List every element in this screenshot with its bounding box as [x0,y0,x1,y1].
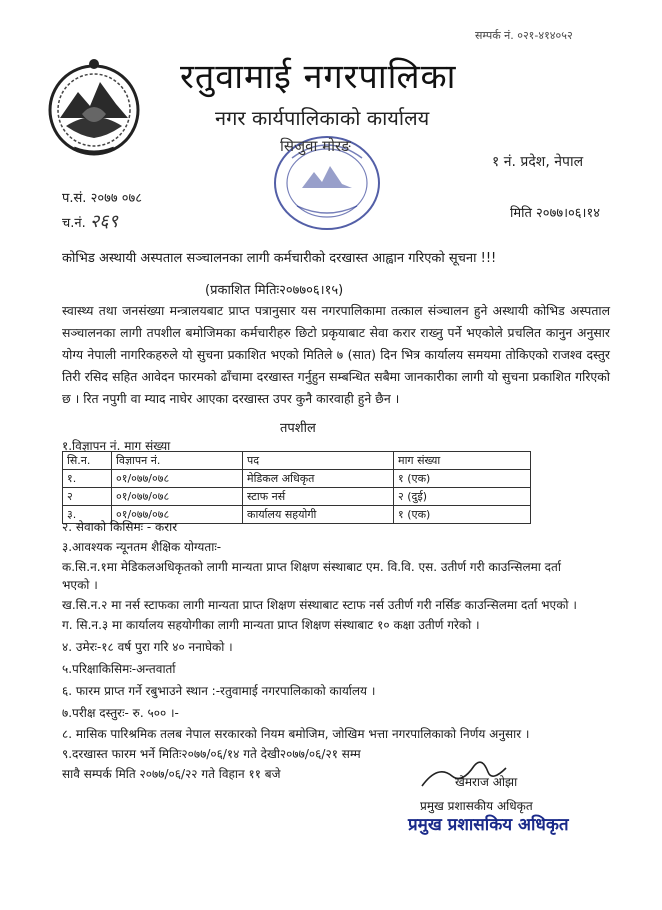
qualification-nurse: ख.सि.न.२ मा नर्स स्टाफका लागी मान्यता प्राप्त शिक्षण संस्थाबाट स्टाफ नर्स उतीर्ण गरी नर्सिङ काउन्सिलमा दर्ता भएको । [62,598,577,612]
table-cell: स्टाफ नर्स [243,488,394,506]
table-header: सि.न. [63,452,112,470]
monthly-salary: ८. मासिक पारिश्रमिक तलब नेपाल सरकारको नियम बमोजिम, जोखिम भत्ता नगरपालिकाको निर्णय अनुसार । [62,727,530,741]
table-cell: मेडिकल अधिकृत [243,470,394,488]
application-dates: ९.दरखास्त फारम भर्ने मितिः२०७७/०६/१४ गते देखी२०७७/०६/२१ सम्म [62,747,361,761]
table-header: विज्ञापन नं. [112,452,243,470]
reference-number: प.सं. २०७७ ०७८ [62,191,143,206]
officer-stamp: प्रमुख प्रशासकिय अधिकृत [408,815,569,835]
table-header-row [63,452,531,470]
province-label: १ नं. प्रदेश, नेपाल [492,154,584,170]
table-cell: ०१/०७७/०७८ [112,506,243,524]
ward-location: सिजुवा मोरङ [280,137,351,155]
municipality-title: रतुवामाई नगरपालिका [180,57,457,97]
notice-body: स्वास्थ्य तथा जनसंख्या मन्त्रालयबाट प्राप्त पत्रानुसार यस नगरपालिकामा तत्काल संञ्चालन हुने अस्थायी कोभिड अस्पताल सञ्चालनका लागी तपशील बमोजिमका कर्मचारीहरु छिटो प्रकृयाबाट सेवा करार राख्नु पर्ने भएकोले प्रचलित कानुन अनुसार योग्य नेपाली नागरिकहरुले यो सुचना प्रकाशित भएको मितिले ७ (सात) दिन भित्र कार्यालय समयमा तोकिएको राजश्व दस्तुर तिरी रसिद सहित आवेदन फारमको ढाँचामा दरखास्त गर्नुहुन सम्बन्धित सबैमा जानकारीका लागी यो सुचना प्रकाशित गरिएको छ । रित नपुगी वा म्याद नाघेर आएका दरखास्त उपर कुनै कारवाही हुने छैन । [62,303,610,406]
advertisement-label: १.विज्ञापन नं. माग संख्या [62,439,171,453]
table-cell: २ [63,488,112,506]
table-cell: ०१/०७७/०७८ [112,470,243,488]
published-date: (प्रकाशित मितिः२०७७०६।१५) [205,283,344,298]
dispatch-label: च.नं. [62,216,86,231]
nepal-emblem-icon [38,52,150,162]
dispatch-value: २६९ [89,211,118,232]
table-cell: २ (दुई) [394,488,531,506]
vacancy-table [62,451,531,524]
dispatch-number [62,209,118,233]
table-cell: १. [63,470,112,488]
exam-type: ५.परिक्षाकिसिमः-अन्तवार्ता [62,662,176,676]
age-requirement: ४. उमेरः-१८ वर्ष पुरा गरि ४० ननाघेको । [62,640,233,654]
table-cell: कार्यालय सहयोगी [243,506,394,524]
details-heading: तपशील [280,421,316,436]
qualification-medical-cont: भएको । [62,578,98,592]
qualification-heading: ३.आवश्यक न्यूनतम शैक्षिक योग्यताः- [62,540,222,554]
table-cell: १ (एक) [394,470,531,488]
form-location: ६. फारम प्राप्त गर्ने रबुभाउने स्थान :-रतुवामाई नगरपालिकाको कार्यालय । [62,684,376,698]
contact-number: सम्पर्क नं. ०२१-४१४०५२ [475,29,573,42]
table-row [63,470,531,488]
interview-date: सावै सम्पर्क मिति २०७७/०६/२२ गते विहान ११ बजे [62,767,281,781]
table-cell: ३. [63,506,112,524]
qualification-assistant: ग. सि.न.३ मा कार्यालय सहयोगीका लागी मान्यता प्राप्त शिक्षण संस्थाबाट १० कक्षा उतीर्ण गरेको । [62,618,480,632]
qualification-medical: क.सि.न.१मा मेडिकलअधिकृतको लागी मान्यता प्राप्त शिक्षण संस्थाबाट एम. वि.वि. एस. उतीर्ण गरी काउन्सिलमा दर्ता [62,560,562,574]
table-header: पद [243,452,394,470]
signer-role: प्रमुख प्रशासकीय अधिकृत [420,799,533,813]
table-row [63,488,531,506]
issue-date: मिति २०७७।०६।१४ [510,206,600,221]
table-cell: ०१/०७७/०७८ [112,488,243,506]
signer-name: खेमराज ओझा [455,775,518,789]
table-header: माग संख्या [394,452,531,470]
service-type: २. सेवाको किसिमः - करार [62,520,178,534]
exam-fee: ७.परीक्ष दस्तुरः- रु. ५०० ।- [62,706,179,720]
table-cell: १ (एक) [394,506,531,524]
office-subtitle: नगर कार्यपालिकाको कार्यालय [215,106,430,130]
notice-title: कोभिड अस्थायी अस्पताल सञ्चालनका लागी कर्मचारीको दरखास्त आह्वान गरिएको सूचना !!! [62,251,497,266]
